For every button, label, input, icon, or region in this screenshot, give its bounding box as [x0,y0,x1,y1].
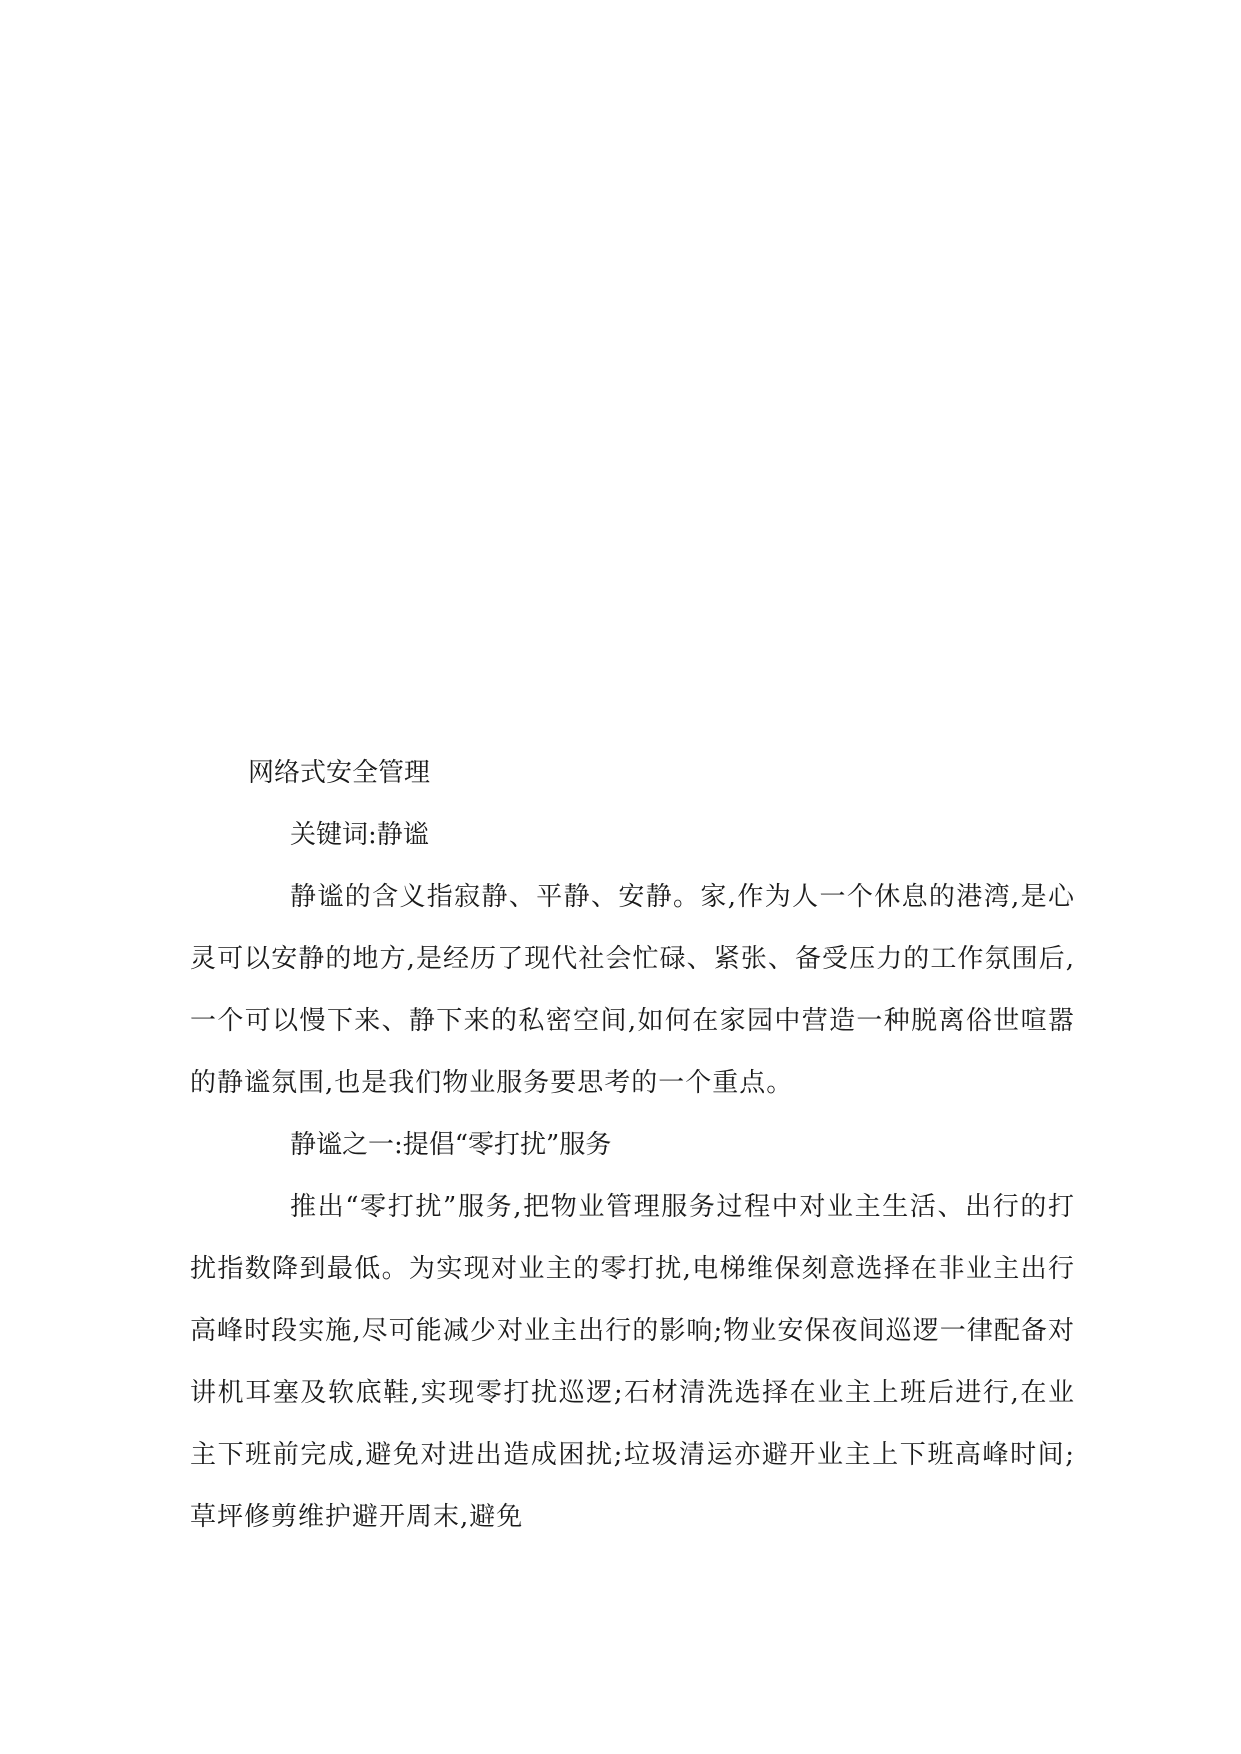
document-body [190,742,1075,1548]
paragraph-intro: 静谧的含义指寂静、平静、安静。家,作为人一个休息的港湾,是心灵可以安静的地方,是经历了现代社会忙碌、紧张、备受压力的工作氛围后,一个可以慢下来、静下来的私密空间,如何在家园中营造一种脱离俗世喧嚣的静谧氛围,也是我们物业服务要思考的一个重点。 [190,882,1075,1098]
paragraph-zero-disturbance: 推出“零打扰”服务,把物业管理服务过程中对业主生活、出行的打扰指数降到最低。为实现对业主的零打扰,电梯维保刻意选择在非业主出行高峰时段实施,尽可能减少对业主出行的影响;物业安保夜间巡逻一律配备对讲机耳塞及软底鞋,实现零打扰巡逻;石材清洗选择在业主上班后进行,在业主下班前完成,避免对进出造成困扰;垃圾清运亦避开业主上下班高峰时间;草坪修剪维护避开周末,避免 [190,1192,1075,1532]
section-heading: 静谧之一:提倡“零打扰”服务 [290,1130,612,1160]
keywords-line: 关键词:静谧 [290,820,429,850]
document-title: 网络式安全管理 [248,758,431,788]
